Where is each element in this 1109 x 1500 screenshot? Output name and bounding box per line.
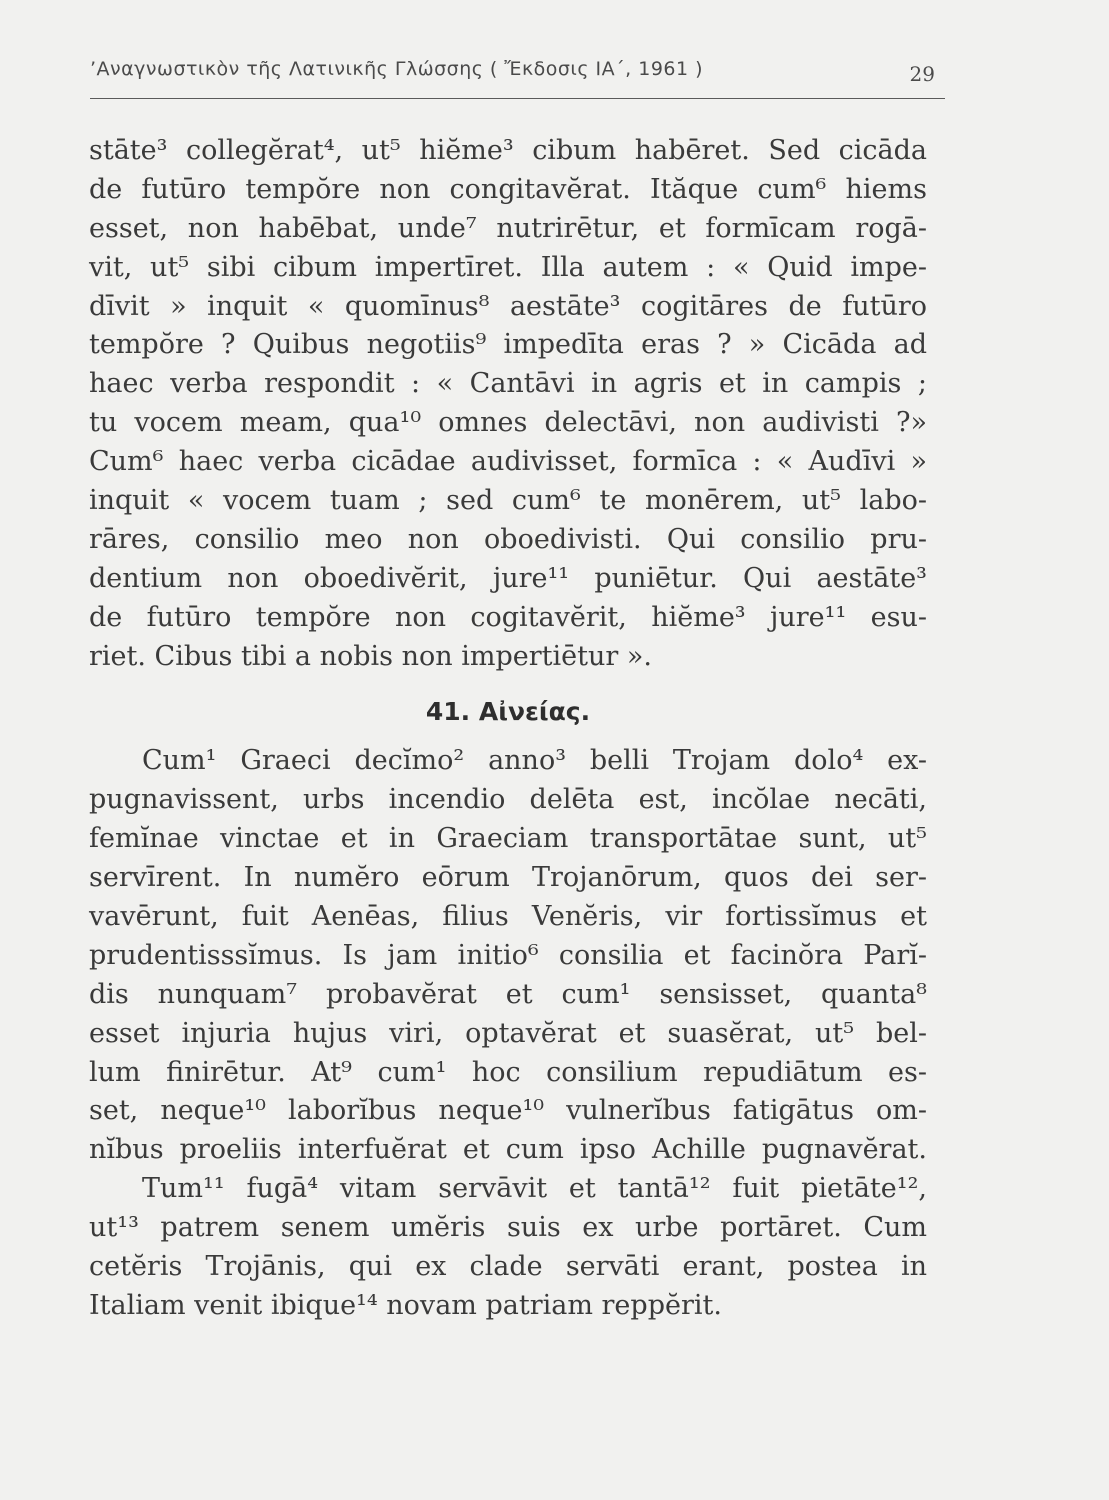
text-line: cetĕris Trojānis, qui ex clade servāti erant, postea in <box>89 1251 927 1283</box>
text-line: Italiam venit ibique¹⁴ novam patriam reppĕrit. <box>89 1289 722 1321</box>
text-line: stāte³ collegĕrat⁴, ut⁵ hiĕme³ cibum habēret. Sed cicāda <box>89 135 927 166</box>
text-line: nĭbus proeliis interfuĕrat et cum ipso Achille pugnavĕrat. <box>89 1134 927 1166</box>
page-number: 29 <box>909 62 935 86</box>
text-line: vavērunt, fuit Aenēas, filius Venĕris, vir fortissĭmus et <box>89 901 927 933</box>
text-line: haec verba respondit : « Cantāvi in agris et in campis ; <box>89 368 927 400</box>
text-line: vit, ut⁵ sibi cibum impertīret. Illa autem : « Quid impe- <box>89 251 927 283</box>
text-line: de futūro tempŏre non cogitavĕrit, hiĕme³ jure¹¹ esu- <box>89 601 927 633</box>
text-line: riet. Cibus tibi a nobis non impertiētur ». <box>89 640 652 672</box>
text-line: pugnavissent, urbs incendio delēta est, incŏlae necāti, <box>89 784 927 816</box>
text-line: de futūro tempŏre non congitavĕrat. Ităque cum⁶ hiems <box>89 173 927 205</box>
running-header <box>90 58 945 99</box>
text-line: femĭnae vinctae et in Graeciam transportātae sunt, ut⁵ <box>89 823 927 855</box>
text-line: rāres, consilio meo non oboedivisti. Qui consilio pru- <box>89 523 927 555</box>
text-line: tu vocem meam, qua¹⁰ omnes delectāvi, non audivisti ?» <box>89 407 927 439</box>
text-line: set, neque¹⁰ laborĭbus neque¹⁰ vulnerĭbus fatigātus om- <box>89 1095 927 1127</box>
text-line: tempŏre ? Quibus negotiis⁹ impedīta eras ? » Cicāda ad <box>89 329 927 361</box>
text-line: Tum¹¹ fugā⁴ vitam servāvit et tantā¹² fuit pietāte¹², <box>142 1173 927 1205</box>
text-line: Cum⁶ haec verba cicādae audivisset, formīca : « Audīvi » <box>89 446 927 478</box>
text-line: esset injuria hujus viri, optavĕrat et suasĕrat, ut⁵ bel- <box>89 1017 927 1049</box>
text-line: Cum¹ Graeci decĭmo² anno³ belli Trojam dolo⁴ ex- <box>142 745 927 777</box>
text-line: dis nunquam⁷ probavĕrat et cum¹ sensisset, quanta⁸ <box>89 978 927 1010</box>
running-title: ’Αναγνωστικὸν τῆς Λατινικῆς Γλώσσης ( Ἔκδοσις ΙΑ΄, 1961 ) <box>90 58 704 80</box>
text-line: inquit « vocem tuam ; sed cum⁶ te monērem, ut⁵ labo- <box>89 485 927 517</box>
page-body <box>89 132 927 1326</box>
text-line: servīrent. In numĕro eōrum Trojanōrum, quos dei ser- <box>89 862 927 894</box>
text-line: esset, non habēbat, unde⁷ nutrirētur, et formīcam rogā- <box>89 212 927 244</box>
text-line: prudentisssĭmus. Is jam initio⁶ consilia et facinŏra Parĭ- <box>89 939 927 971</box>
text-line: ut¹³ patrem senem umĕris suis ex urbe portāret. Cum <box>89 1212 927 1244</box>
section-heading: 41. Αἰνείας. <box>425 697 591 727</box>
text-line: dīvit » inquit « quomīnus⁸ aestāte³ cogitāres de futūro <box>89 290 927 322</box>
text-line: lum finirētur. At⁹ cum¹ hoc consilium repudiātum es- <box>89 1056 927 1088</box>
text-line: dentium non oboedivĕrit, jure¹¹ puniētur. Qui aestāte³ <box>89 562 927 594</box>
